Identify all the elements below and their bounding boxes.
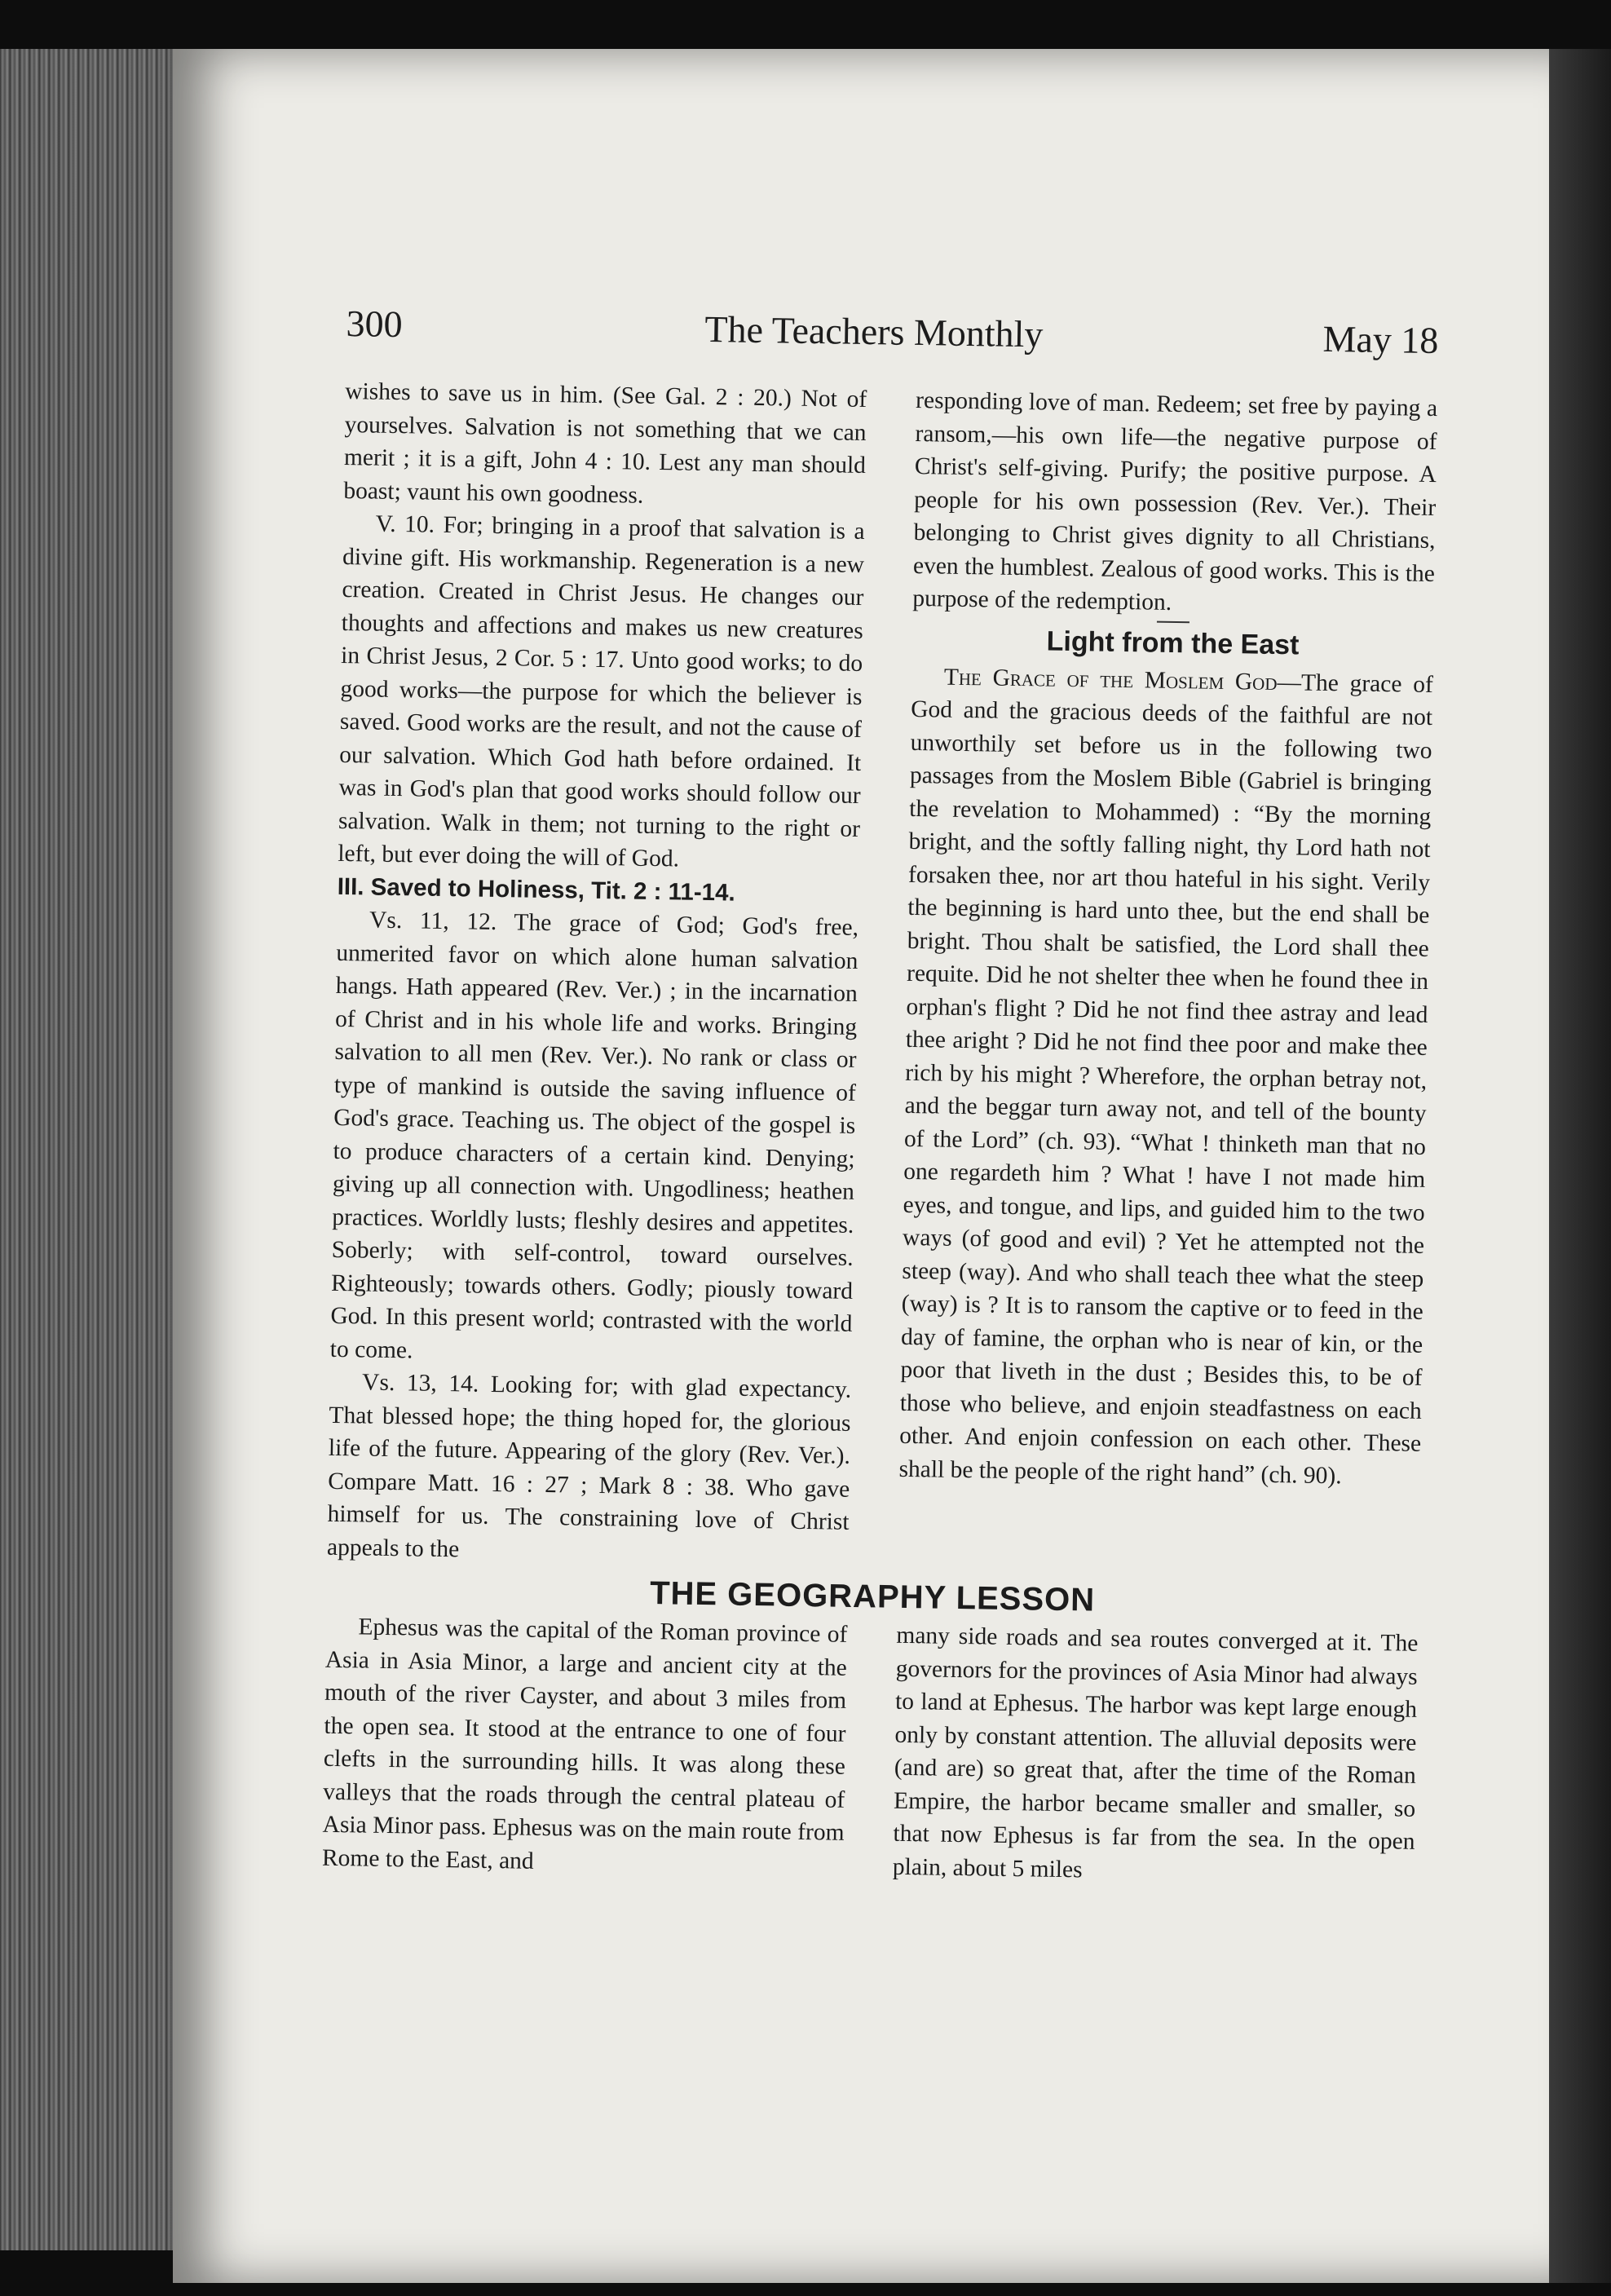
geography-right-column	[893, 1619, 1419, 1892]
geography-lesson-title: THE GEOGRAPHY LESSON	[649, 1575, 1096, 1618]
section-heading: Light from the East	[911, 623, 1434, 663]
paragraph-text: —The grace of God and the gracious deeds of the faithful are not unworthily set before us in the following two passages from the Moslem Bible (Gabriel is bringing the revelation to Mohammed) : “By the morning bright, and the softly falling night, thy Lord hath not forsaken thee, nor art thou hateful in his sight. Verily the beginning is hard unto thee, but the end shall be bright. Thou shalt be satisfied, the Lord shall thee requite. Did he not shelter thee when he found thee in orphan's flight ? Did he not find thee astray and lead thee aright ? Did he not find thee poor and make thee rich by his might ? Wherefore, the orphan betray not, and the beggar turn away not, and tell of the bounty of the Lord” (ch. 93). “What ! thinketh man that no one regardeth him ? What ! have I not made him eyes, and tongue, and lips, and guided him to the two ways (of good and evil) ? Yet he attempted not the steep (way). And who shall teach thee what the steep (way) is ? It is to ransom the captive or to feed in the day of famine, the orphan who is near of kin, or the poor that liveth in the dust ; Besides this, to be of those who believe, and enjoin steadfastness on each other. And enjoin confession on each other. These shall be the people of the right hand” (ch. 90).	[898, 669, 1434, 1489]
page-number: 300	[346, 302, 403, 346]
book-cover-edge	[1549, 49, 1611, 2283]
lead-in: The Grace of the Moslem God	[943, 664, 1278, 695]
paragraph: V. 10. For; bringing in a proof that salvation is a divine gift. His workmanship. Regeneration is a new creation. Created in Christ Jesus. He changes our thoughts and affections and makes us new creatures in Christ Jesus, 2 Cor. 5 : 17. Unto good works; to do good works—the purpose for which the believer is saved. Good works are the result, and not the cause of our salvation. Which God hath before ordained. It was in God's plan that good works should follow our salvation. Walk in them; not turning to the right or left, but ever doing the will of God.	[338, 510, 865, 872]
geography-left-column	[322, 1610, 848, 1883]
paragraph: many side roads and sea routes converged at it. The governors for the provinces of Asia Minor had always to land at Ephesus. The harbor was kept large enough only by constant attention. The alluvial deposits were (and are) so great that, after the time of the Roman Empire, the harbor became smaller and smaller, so that now Ephesus is far from the sea. In the open plain, about 5 miles	[892, 1622, 1419, 1883]
right-column	[898, 384, 1438, 1581]
page-content	[322, 302, 1439, 1892]
paragraph: Ephesus was the capital of the Roman province of Asia in Asia Minor, a large and ancient city at the mouth of the river Cayster, and about 3 miles from the open sea. It stood at the entrance to one of four clefts in the surrounding hills. It was along these valleys that the roads through the central plateau of Asia Minor pass. Ephesus was on the main route from Rome to the East, and	[321, 1614, 848, 1874]
paragraph: Vs. 11, 12. The grace of God; God's free, unmerited favor on which alone human salvation hangs. Hath appeared (Rev. Ver.) ; in the incarnation of Christ and in his whole life and works. Bringing salvation to all men (Rev. Ver.). No rank or class or type of mankind is outside the saving influence of God's grace. Teaching us. The object of the gospel is to produce characters of a certain kind. Denying; giving up all connection with. Ungodliness; heathen practices. Worldly lusts; fleshly desires and appetites. Soberly; with self-control, toward ourselves. Righteously; towards others. Godly; piously toward God. In this present world; contrasted with the world to come.	[329, 907, 859, 1363]
paragraph: Vs. 13, 14. Looking for; with glad expectancy. That blessed hope; the thing hoped for, the glorious life of the future. Appearing of the glory (Rev. Ver.). Compare Matt. 16 : 27 ; Mark 8 : 38. Who gave himself for us. The constraining love of Christ appeals to the	[326, 1369, 852, 1562]
issue-date: May 18	[1322, 317, 1439, 362]
paragraph: wishes to save us in him. (See Gal. 2 : 20.) Not of yourselves. Salvation is not something that we can merit ; it is a gift, John 4 : 10. Lest any man should boast; vaunt his own goodness.	[343, 378, 867, 509]
left-column	[327, 375, 867, 1572]
main-columns	[327, 375, 1438, 1581]
section-heading: III. Saved to Holiness, Tit. 2 : 11-14.	[337, 872, 735, 907]
paragraph: responding love of man. Redeem; set free by paying a ransom,—his own life—the negative purpose of Christ's self-giving. Purify; the positive purpose. A people for his own possession (Rev. Ver.). Their belonging to Christ gives dignity to all Christians, even the humblest. Zealous of good works. This is the purpose of the redemption.	[912, 386, 1438, 616]
paragraph	[898, 660, 1433, 1493]
running-title: The Teachers Monthly	[704, 307, 1044, 355]
geography-columns	[322, 1610, 1419, 1892]
book-page-edges	[0, 49, 188, 2250]
